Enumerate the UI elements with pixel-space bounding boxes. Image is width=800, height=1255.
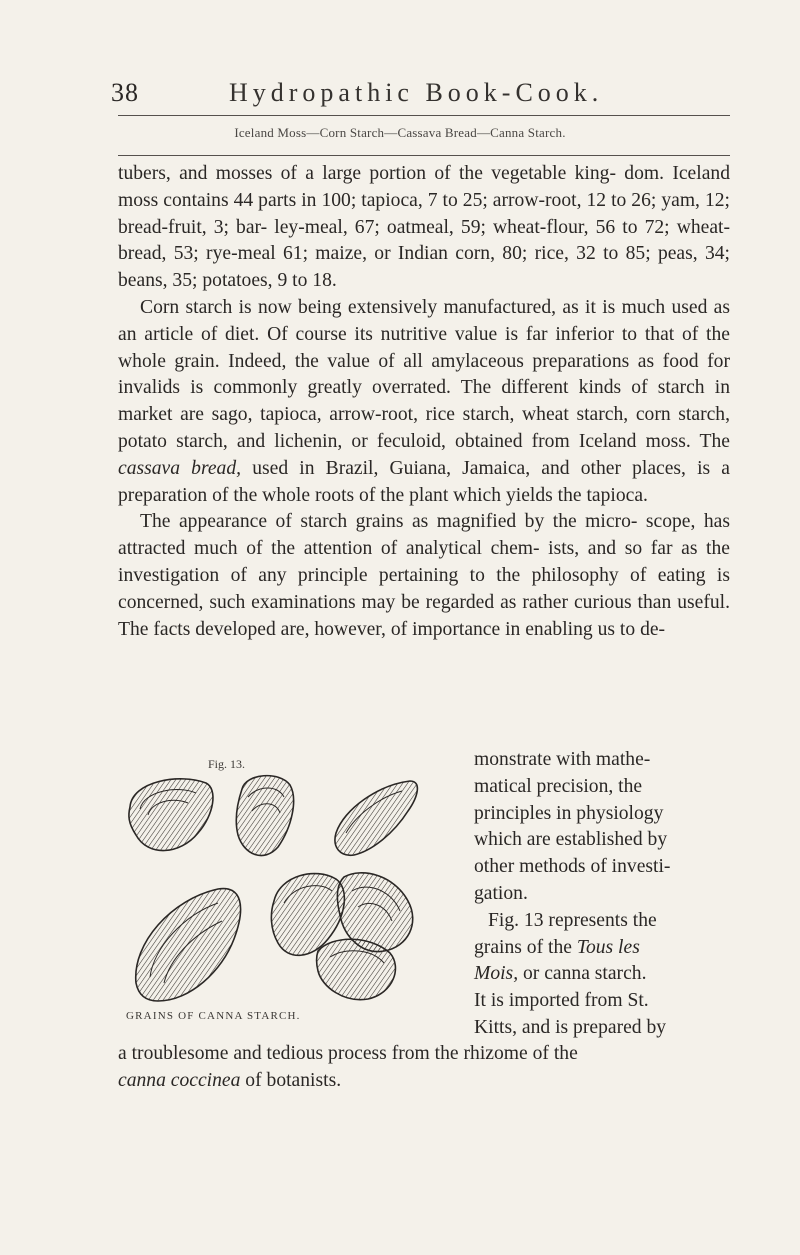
- side-line-4: which are established by: [474, 829, 668, 851]
- side-line-8-text: grains of the: [474, 936, 577, 958]
- term-canna-coccinea: canna coccinea: [118, 1069, 241, 1091]
- running-title: Hydropathic Book-Cook.: [229, 78, 604, 107]
- term-mois: Mois,: [474, 963, 519, 985]
- header-rule-top: [118, 115, 730, 116]
- figure-label: Fig. 13.: [208, 757, 246, 771]
- page-number: 38: [111, 78, 139, 107]
- side-line-7: Fig. 13 represents the: [488, 909, 657, 931]
- starch-grains-illustration: [118, 771, 464, 1003]
- side-line-2: matical precision, the: [474, 775, 643, 797]
- side-column-text: [474, 747, 730, 1042]
- side-line-9: [474, 961, 730, 988]
- header-rule-bottom: [118, 155, 730, 156]
- paragraph-1: tubers, and mosses of a large portion of the vegetable king- dom. Iceland moss contains 44 parts in 100; tapioca, 7 to 25; arrow-root, 12 to 26; yam, 12; bread-fruit, 3; bar- ley-meal, 67; oatmeal, 59; wheat-flour, 56 to 72; wheat- bread, 53; rye-meal 61; maize, or Indian corn, 80; rice, 32 to 85; peas, 34; beans, 35; potatoes, 9 to 18.: [118, 163, 730, 292]
- section-subheading: Iceland Moss—Corn Starch—Cassava Bread—Canna Starch.: [234, 125, 566, 140]
- body-text: [118, 161, 730, 643]
- side-line-10: It is imported from St.: [474, 990, 649, 1012]
- side-line-6: gation.: [474, 882, 528, 904]
- paragraph-2-text-a: Corn starch is now being extensively manufactured, as it is much used as an article of diet. Of course its nutritive value is far inferior to that of the whole grain. Indeed, the value of all amylaceous preparations as food for invalids is commonly greatly overrated. The different kinds of starch in market are sago, tapioca, arrow-root, rice starch, wheat starch, corn starch, potato starch, and lichenin, or feculoid, obtained from Iceland moss. The: [118, 296, 730, 452]
- starch-grain-2: [236, 776, 293, 856]
- side-line-1: monstrate with mathe-: [474, 749, 651, 770]
- side-line-5: other methods of investi-: [474, 856, 671, 878]
- starch-grain-4: [136, 889, 241, 1001]
- starch-grain-1: [129, 779, 213, 851]
- paragraph-2-text-b: used in Brazil, Guiana, Jamaica, and other places, is a preparation of the whole roots of the plant which yields the tapioca.: [118, 457, 730, 506]
- paragraph-2: [118, 295, 730, 509]
- running-header: [111, 78, 731, 114]
- side-line-11: Kitts, and is prepared by: [474, 1016, 667, 1038]
- side-line-8: [474, 935, 730, 962]
- side-line-9-text: or canna starch.: [518, 963, 647, 985]
- term-cassava-bread: cassava bread,: [118, 457, 242, 479]
- closing-line-1: a troublesome and tedious process from the rhizome of the: [118, 1043, 578, 1064]
- side-line-3: principles in physiology: [474, 802, 664, 824]
- closing-line-2: [118, 1068, 730, 1095]
- figure-caption: GRAINS OF CANNA STARCH.: [126, 1010, 301, 1022]
- paragraph-3: The appearance of starch grains as magnified by the micro- scope, has attracted much of the attention of analytical chem- ists, and so far as the investigation of any principle pertaining to the philosophy of eating is concerned, such examinations may be regarded as rather curious than useful. The facts developed are, however, of importance in enabling us to de-: [118, 511, 730, 640]
- closing-line-2-text: of botanists.: [240, 1069, 342, 1091]
- figure-13: [118, 757, 464, 1032]
- starch-grain-3: [335, 781, 417, 855]
- starch-grain-7: [317, 939, 396, 999]
- term-tous-les: Tous les: [576, 936, 640, 958]
- closing-text: [118, 1041, 730, 1095]
